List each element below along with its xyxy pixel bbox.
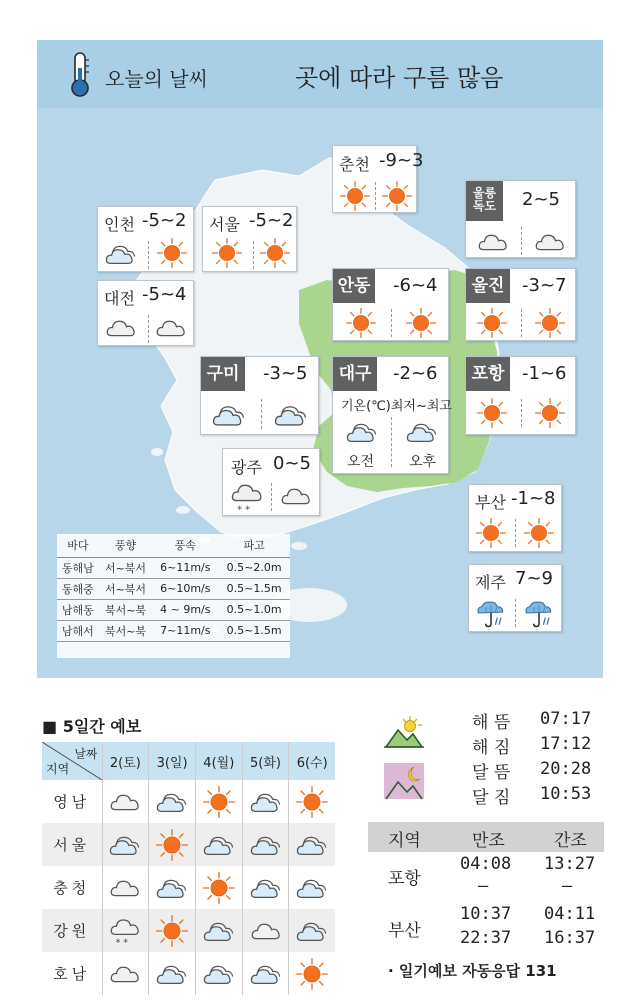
sea-cell: 동해중 [57,578,99,599]
forecast-cell [102,909,149,952]
legend-temp-label: 기온(℃)최저~최고 [341,399,452,414]
sun-icon [211,237,243,269]
forecast-cell [149,909,196,952]
sun-icon [475,517,507,549]
forecast-cell [242,780,289,823]
tide-low: 04:11 [544,904,596,924]
table-row [42,909,335,952]
sun-icon [476,307,508,339]
tide-high: 04:08 [460,854,512,874]
region-name: 영남 [53,793,91,811]
sun-icon [155,914,189,948]
divider [148,315,149,343]
divider [261,399,262,429]
sun-icon [156,237,188,269]
thermometer-icon [65,50,95,98]
sea-cell: 동해남 [57,557,99,578]
city-temp: -2~6 [393,363,438,384]
region-name: 강원 [42,909,102,952]
sun-icon [534,307,566,339]
city-box-chuncheon [332,145,424,213]
sea-cell: 0.5~1.0m [218,599,290,620]
city-name: 포항 [466,357,510,391]
table-row [57,578,290,599]
cloud-icon [279,479,313,513]
day-header: 3(일) [149,742,196,780]
forecast-cell [242,952,289,995]
city-temp: -6~4 [393,275,438,296]
partly-cloudy-icon [155,871,189,905]
table-row [42,952,335,995]
table-row [42,780,335,823]
moonset-label: 달 짐 [472,788,511,808]
sea-cell: 0.5~2.0m [218,557,290,578]
city-name: 서울 [209,215,240,234]
divider [253,241,254,269]
cloud-icon [476,225,510,259]
divider [375,182,376,210]
sunrise-time: 07:17 [540,709,592,729]
sun-icon [345,307,377,339]
city-name: 인천 [104,215,135,234]
tide-region: 포항 [388,869,421,889]
sun-icon [259,237,291,269]
corner-region-label: 지역 [46,762,70,776]
forecast-cell [102,866,149,909]
tide-high: — [478,876,489,896]
tide-header: 지역 [388,831,421,851]
divider [391,309,392,337]
sun-icon [534,397,566,429]
table-row [57,557,290,578]
sun-icon [202,785,236,819]
partly-cloudy-icon [249,871,283,905]
sea-cell: 4 ~ 9m/s [152,599,218,620]
tide-low: 13:27 [544,854,596,874]
sea-cell: 서~북서 [99,557,153,578]
legend-pm-label: 오후 [409,454,437,470]
sunset-time: 17:12 [540,734,592,754]
auto-response-note: · 일기예보 자동응답 131 [388,962,557,980]
cloud-icon [154,311,188,345]
city-box-gumi [200,356,319,435]
region-name: 호남 [53,965,91,983]
sun-icon [339,180,371,212]
cloud-icon [104,311,138,345]
forecast-cell [195,952,242,995]
city-temp: -1~6 [522,363,567,384]
sunrise-label: 해 뜸 [472,713,511,733]
city-box-daejeon [97,280,194,346]
sea-cell: 남해동 [57,599,99,620]
forecast-cell [289,823,335,866]
divider [521,227,522,255]
rain-umbrella-icon [521,595,557,631]
city-box-uljin [465,268,576,341]
cloud-icon [108,871,142,905]
forecast-cell [149,952,196,995]
city-temp: -5~4 [142,284,187,305]
city-name: 대구 [333,357,377,391]
table-row [57,599,290,620]
corner-cell [42,742,102,780]
city-box-ulleung-dokdo [465,180,576,258]
tide-region: 부산 [388,921,421,941]
tide-header: 만조 [472,831,505,851]
forecast-cell [242,866,289,909]
city-temp: -9~3 [379,150,424,171]
tide-high: 10:37 [460,904,512,924]
partly-cloudy-icon [211,397,247,433]
cloud-icon [533,225,567,259]
forecast-5day-title: ■ 5일간 예보 [42,717,142,736]
city-name: 구미 [201,357,245,391]
divider [515,519,516,547]
day-header: 5(화) [242,742,289,780]
partly-cloudy-icon [295,914,329,948]
sea-header: 바다 [57,534,99,557]
sea-cell: 북서~북 [99,620,153,641]
sea-conditions-table [57,534,290,658]
forecast-cell [242,909,289,952]
divider [271,483,272,511]
sea-cell: 0.5~1.5m [218,620,290,641]
partly-cloudy-icon [155,957,189,991]
sea-header: 파고 [218,534,290,557]
city-box-daegu [332,356,452,474]
partly-cloudy-icon [295,871,329,905]
tide-header: 간조 [554,831,587,851]
partly-cloudy-icon [202,914,236,948]
sunrise-mountain-icon [384,713,424,753]
city-box-seoul [202,206,297,272]
sea-cell: 0.5~1.5m [218,578,290,599]
partly-cloudy-icon [104,237,138,271]
header-bar [37,40,603,108]
sun-icon [405,307,437,339]
city-temp: 0~5 [273,453,311,474]
sea-cell: 북서~북 [99,599,153,620]
partly-cloudy-icon [273,397,309,433]
city-temp: -5~2 [142,210,187,231]
region-name: 서울 [42,823,102,866]
day-header: 6(수) [289,742,335,780]
partly-cloudy-icon [249,828,283,862]
tide-header-row [368,822,604,852]
sun-icon [381,180,413,212]
snow-cloud-icon [108,914,142,948]
sea-cell: 서~북서 [99,578,153,599]
forecast-cell [195,780,242,823]
moonrise-label: 달 뜸 [472,763,511,783]
city-temp: -1~8 [511,488,556,509]
partly-cloudy-icon [202,957,236,991]
header-title: 곳에 따라 구름 많음 [295,64,504,92]
tide-low: 16:37 [544,928,596,948]
sun-icon [295,785,329,819]
forecast-cell [289,780,335,823]
forecast-cell [195,823,242,866]
sea-cell: 7~11m/s [152,620,218,641]
city-name: 춘천 [339,155,370,174]
forecast-5day-table [42,742,335,995]
partly-cloudy-icon [345,415,379,449]
city-name: 대전 [104,289,135,308]
table-row [57,620,290,641]
snow-cloud-icon [229,479,265,515]
divider [148,241,149,269]
tide-low: — [562,876,573,896]
partly-cloudy-icon [155,785,189,819]
forecast-cell [195,866,242,909]
table-row [42,866,335,909]
city-name: 울릉 독도 [466,181,503,221]
partly-cloudy-icon [249,785,283,819]
day-header: 4(월) [195,742,242,780]
forecast-cell [242,823,289,866]
city-box-gwangju [222,448,320,516]
corner-date-label: 날짜 [74,747,98,761]
city-temp: -5~2 [249,210,294,231]
day-header: 2(토) [102,742,149,780]
partly-cloudy-icon [202,828,236,862]
cloud-icon [108,785,142,819]
city-name: 안동 [333,269,375,303]
forecast-cell [289,909,335,952]
city-temp: 7~9 [515,568,553,589]
partly-cloudy-icon [249,957,283,991]
partly-cloudy-icon [108,828,142,862]
forecast-cell [289,866,335,909]
sea-header: 풍속 [152,534,218,557]
tide-high: 22:37 [460,928,512,948]
city-box-andong [332,268,449,341]
divider [521,399,522,427]
forecast-cell [149,866,196,909]
rain-umbrella-icon [473,595,509,631]
cloud-icon [249,914,283,948]
moonrise-time: 20:28 [540,759,592,779]
forecast-cell [102,823,149,866]
sea-header: 풍향 [99,534,153,557]
sun-icon [155,828,189,862]
table-row [42,823,335,866]
forecast-cell [149,823,196,866]
forecast-cell [289,952,335,995]
city-name: 제주 [475,573,506,592]
divider [391,417,392,467]
forecast-cell [102,952,149,995]
sun-icon [523,517,555,549]
sea-cell: 6~11m/s [152,557,218,578]
city-name: 울진 [466,269,510,303]
moonset-time: 10:53 [540,784,592,804]
city-temp: -3~5 [263,363,308,384]
sunset-label: 해 짐 [472,738,511,758]
region-name: 충청 [53,879,91,897]
sun-icon [295,957,329,991]
sun-icon [476,397,508,429]
sun-icon [202,871,236,905]
divider [521,309,522,337]
legend-am-label: 오전 [347,454,375,470]
city-box-pohang [465,356,576,435]
forecast-cell [149,780,196,823]
header-label: 오늘의 날씨 [105,67,208,91]
cloud-icon [108,957,142,991]
sea-cell: 남해서 [57,620,99,641]
city-box-busan [468,484,562,552]
city-temp: -3~7 [522,275,567,296]
city-box-incheon [97,206,194,272]
forecast-cell [195,909,242,952]
city-box-jeju [468,564,562,632]
sea-cell: 6~10m/s [152,578,218,599]
moon-mountain-icon [384,763,424,803]
divider [515,599,516,627]
city-name: 광주 [231,458,262,477]
partly-cloudy-icon [295,828,329,862]
city-temp: 2~5 [522,189,560,210]
city-name: 부산 [475,493,506,512]
forecast-cell [102,780,149,823]
partly-cloudy-icon [405,415,439,449]
